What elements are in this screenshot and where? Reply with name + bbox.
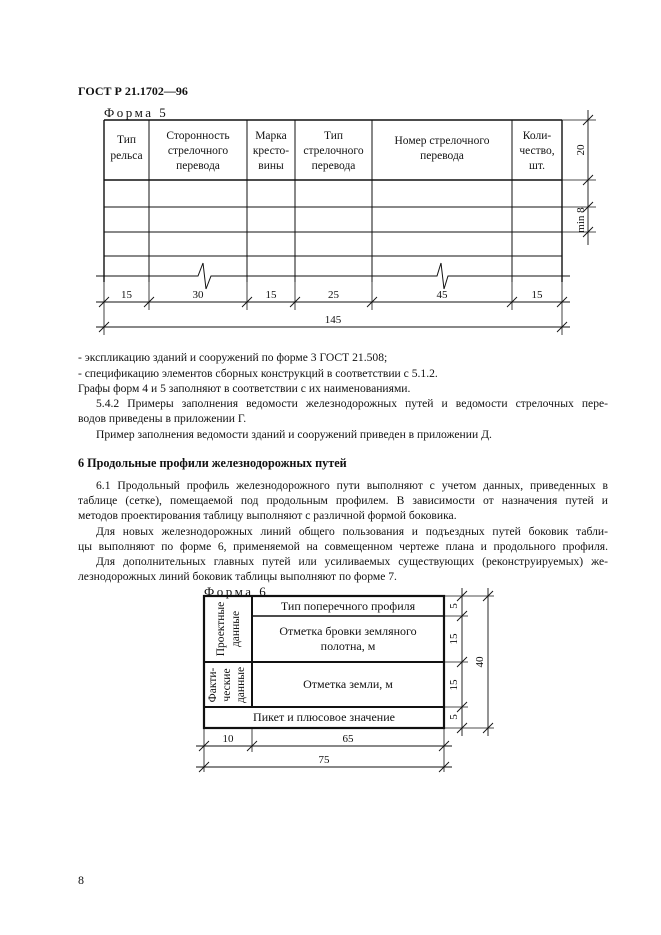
form6-side-projected-line2: данные [230,610,242,648]
form6-side-actual-line2: ческие [221,668,233,702]
paragraph: 5.4.2 Примеры заполнения ведомости железнодорожных путей и ведомости стрелочных пере- [96,397,608,410]
paragraph: таблице (сетке), помещаемой под продольным профилем. В зависимости от назначения путей и [78,494,608,507]
form5-col6-line3: шт. [529,160,545,172]
list-item: - спецификацию элементов сборных конструкций в соответствии с 5.1.2. [78,367,438,380]
section-heading: 6 Продольные профили железнодорожных путей [78,456,347,470]
form5-dim-header-height: 20 [575,144,587,156]
form6-dim-row1: 5 [448,603,460,609]
paragraph: водов приведены в приложении Г. [78,412,247,425]
form6-dim-col1: 10 [222,733,234,745]
form5-dim-col6: 15 [531,289,543,301]
form6-dim-total-height: 40 [474,656,486,668]
document-header: ГОСТ Р 21.1702—96 [78,84,188,98]
form5-col3-line1: Марка [255,130,287,142]
form5-col4-line1: Тип [323,130,344,142]
form5-dim-total: 145 [324,314,342,326]
form6-side-actual-line1: Факти- [207,667,219,703]
form5-dim-row-height: min 8 [575,207,587,233]
form5-col2-line2: стрелочного [167,145,229,157]
form6-side-actual-line3: данные [235,666,247,704]
form6-row4-label: Пикет и плюсовое значение [253,710,395,724]
list-item: - экспликацию зданий и сооружений по форме 3 ГОСТ 21.508; [78,351,388,364]
form5-col5-line1: Номер стрелочного [394,135,490,147]
paragraph: цы выполняют по форме 6, применяемой на совмещенном чертеже плана и продольного профиля. [78,540,608,553]
form6-dim-row3: 15 [448,679,460,691]
form5-col1-line2: рельса [110,150,143,162]
form5-col4-line3: перевода [311,160,356,172]
form5-dim-col2: 30 [192,289,204,301]
form5-col5-line2: перевода [420,150,464,162]
form6-row2-line2: полотна, м [320,639,376,653]
form6-dim-row2: 15 [448,633,460,645]
form5-col2-line3: перевода [176,160,220,172]
form6-row2-line1: Отметка бровки земляного [279,624,417,638]
form5-col3-line3: вины [258,160,284,172]
form5-col1-line1: Тип [116,134,137,146]
form5-col6-line2: чество, [519,145,555,157]
form6-dim-total: 75 [318,754,330,766]
form6-dim-col2: 65 [342,733,354,745]
paragraph: Для дополнительных главных путей или усиливаемых существующих (реконструируемых) же- [96,555,608,568]
form5-label: Форма 5 [104,105,169,120]
paragraph: Пример заполнения ведомости зданий и сооружений приведен в приложении Д. [96,428,492,441]
form6-side-projected-line1: Проектные [215,601,227,657]
form5-dim-col4: 25 [328,289,339,301]
paragraph: методов проектирования таблицу выполняют с различной формой боковика. [78,509,457,522]
form6-row1-label: Тип поперечного профиля [280,599,416,613]
paragraph: Графы форм 4 и 5 заполняют в соответствии с их наименованиями. [78,382,411,395]
form5-col3-line2: кресто- [252,145,290,157]
paragraph: Для новых железнодорожных линий общего пользования и подъездных путей боковик табли- [96,525,608,538]
form5-col2-line1: Сторонность [166,130,230,142]
page-number: 8 [78,873,84,887]
form5-dim-col3: 15 [265,289,277,301]
form6-dim-row4: 5 [448,714,460,720]
paragraph: 6.1 Продольный профиль железнодорожного пути выполняют с учетом данных, приведенных в [96,479,608,492]
form5-col6-line1: Коли- [522,130,552,142]
form5-col4-line2: стрелочного [303,145,364,157]
form6-row3-label: Отметка земли, м [303,677,393,691]
paragraph: лезнодорожных линий боковик таблицы выполняют по форме 7. [78,570,397,583]
form5-dim-col1: 15 [121,289,132,301]
form6-label: Форма 6 [204,584,269,599]
form5-dim-col5: 45 [436,289,448,301]
